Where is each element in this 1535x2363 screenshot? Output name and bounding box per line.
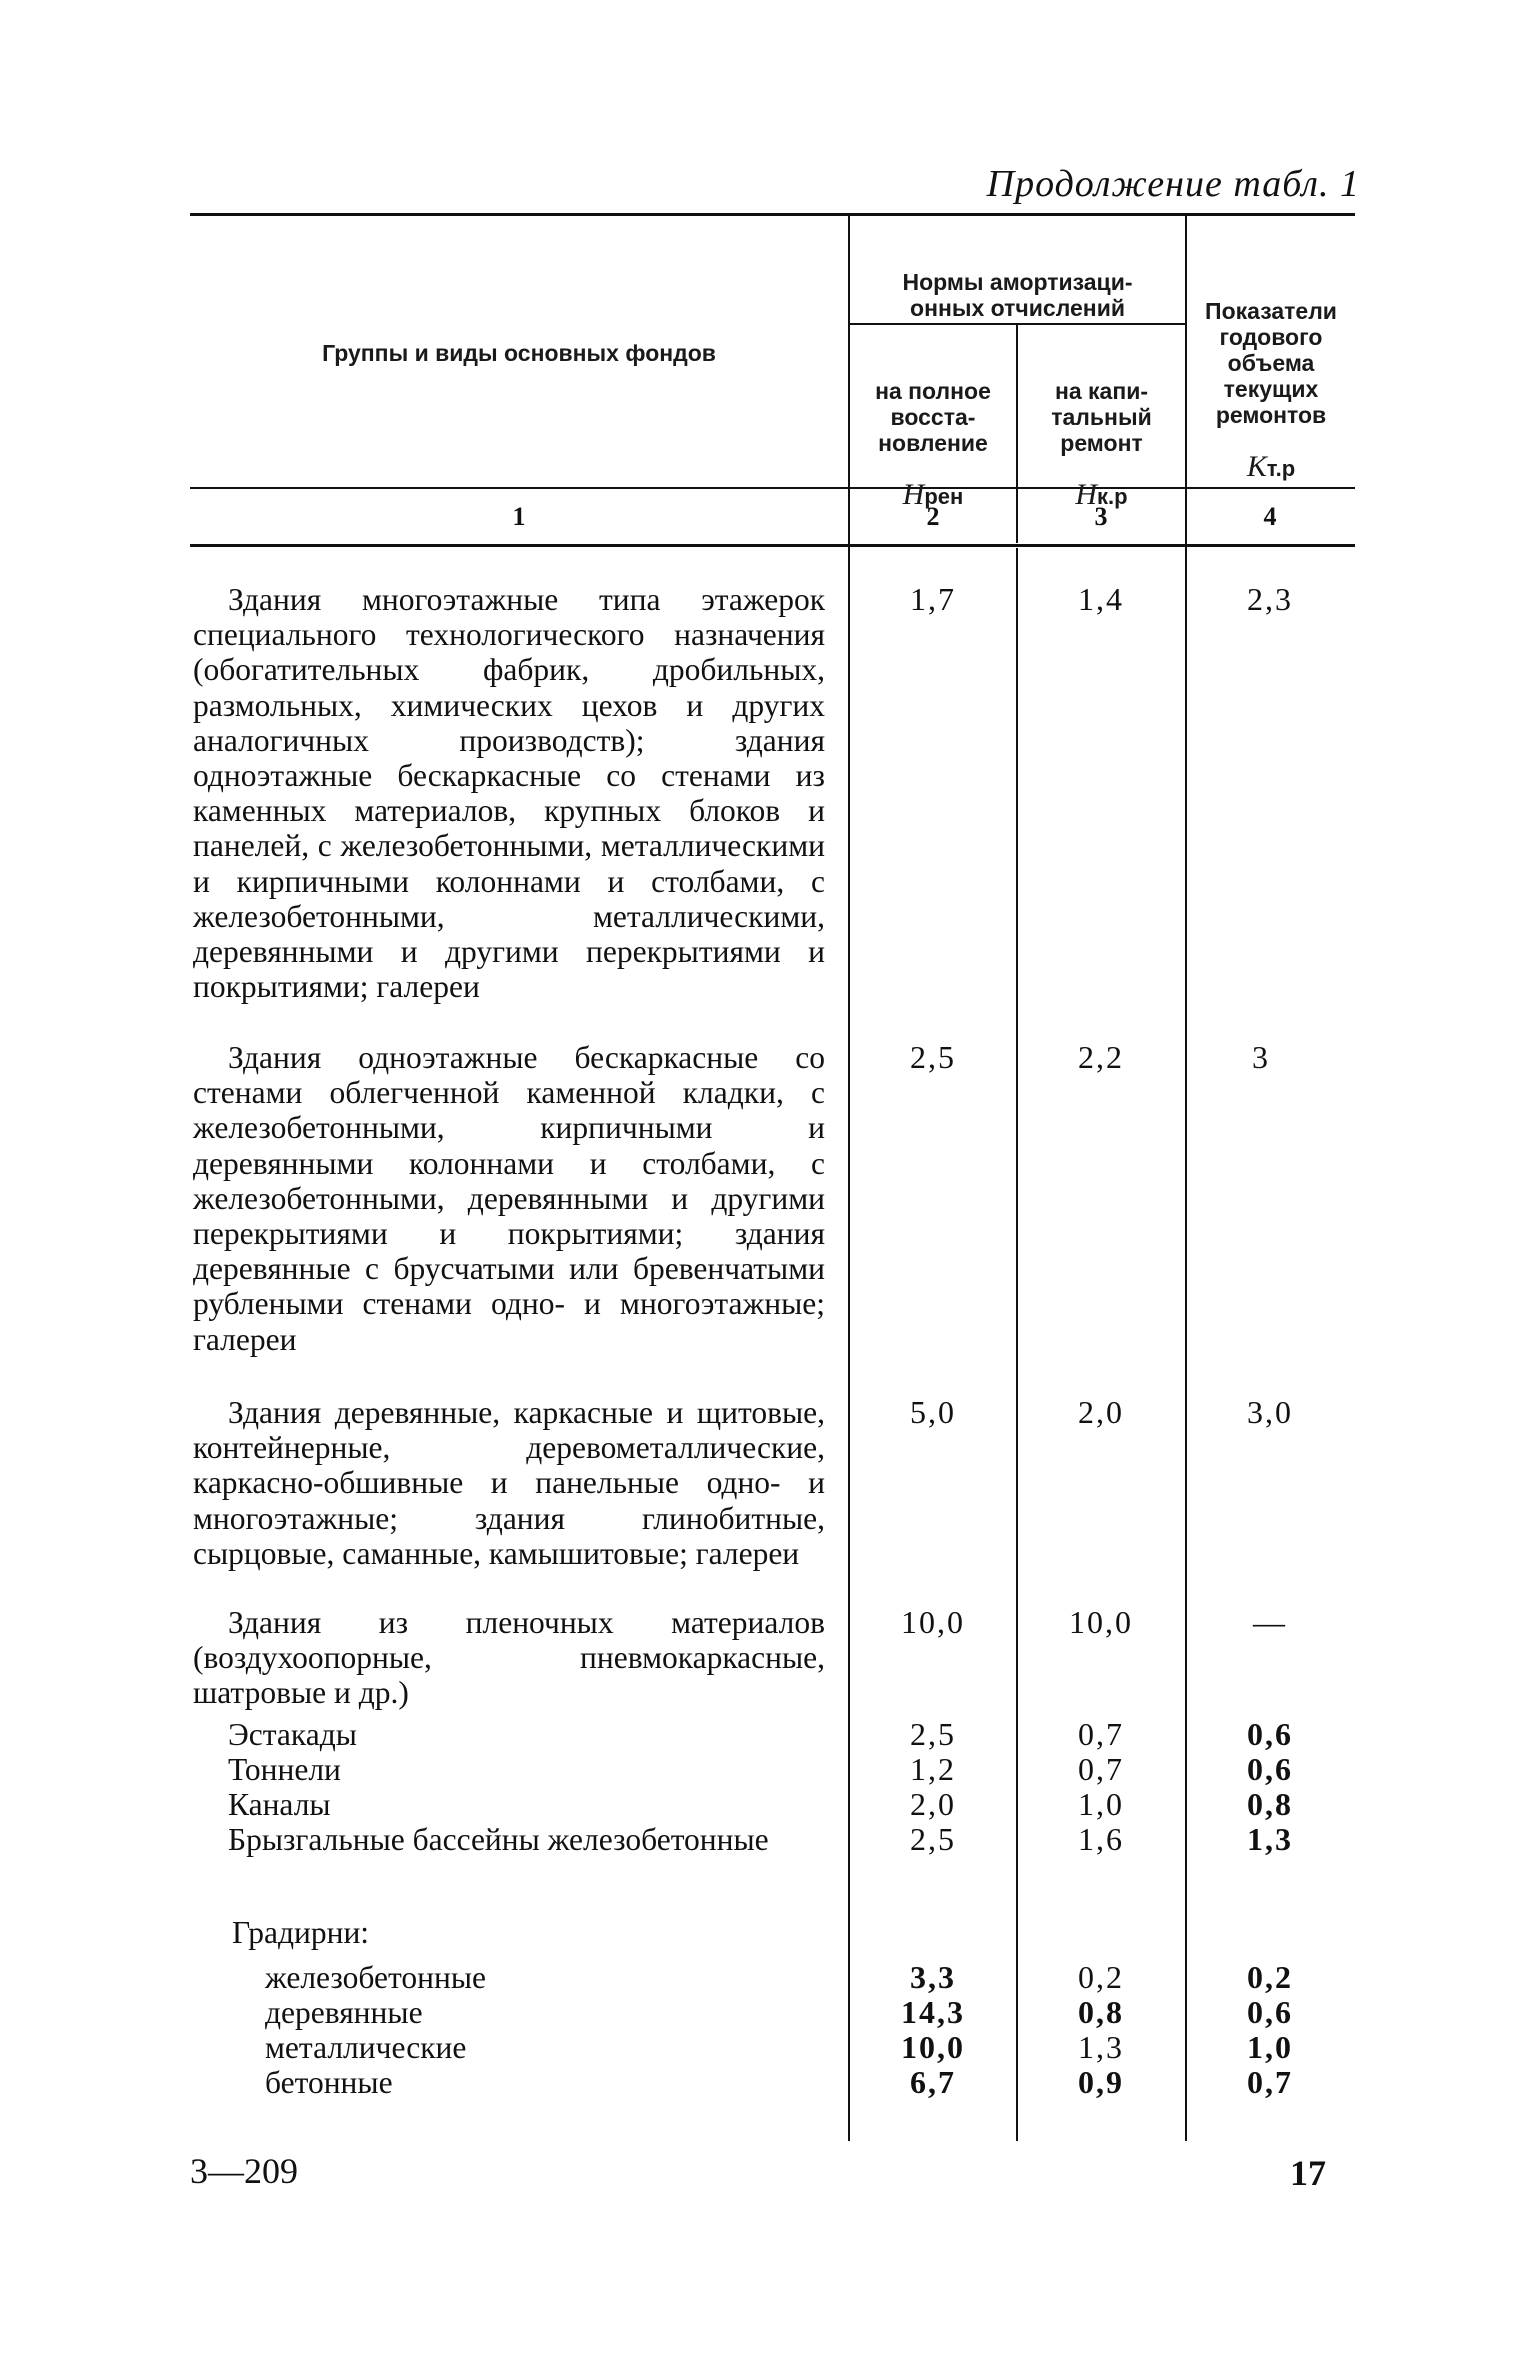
row-2-description: Здания одноэтажные бескаркасные со стенами облегченной каменной кладки, с железобетонными, кирпичными и деревянными колоннами и столбами, с железобетонными, деревянными и другими перекрытиями и покрытиями; здания деревянные с брусчатыми или бревенчатыми рублеными стенами одно- и многоэтажные; галереи: [193, 1040, 825, 1357]
row-8-h-kr: 1,6: [1078, 1821, 1124, 1857]
row-3-description: Здания деревянные, каркасные и щитовые, контейнерные, деревометаллические, каркасно-обшивные и панельные одно- и многоэтажные; здания глинобитные, сырцовые, саманные, камышитовые; галереи: [193, 1395, 825, 1571]
header-norms-text: Нормы амортизаци- онных отчислений: [902, 269, 1133, 321]
row-6-k-tr: 0,6: [1247, 1751, 1293, 1787]
header-col1-text: Группы и виды основных фондов: [322, 340, 716, 366]
header-col4-symbol: К: [1246, 450, 1267, 483]
row-5-description: Эстакады: [228, 1717, 357, 1752]
numbers-bottom-rule: [190, 544, 1355, 547]
col-divider-2-body: [1016, 548, 1018, 2141]
table-continuation-caption: Продолжение табл. 1: [986, 163, 1360, 205]
row-1-h-ren: 1,7: [910, 581, 956, 617]
gradirni-item-2-k-tr: 0,6: [1247, 1994, 1293, 2030]
table-row-8-desc: [193, 1822, 825, 1857]
gradirni-item-1: железобетонные: [265, 1960, 486, 1995]
gradirni-item-4-h-kr: 0,9: [1078, 2064, 1124, 2100]
gradirni-item-1-h-kr: 0,2: [1078, 1959, 1124, 1995]
table-row-1-desc: [193, 582, 825, 1004]
row-7-h-kr: 1,0: [1078, 1786, 1124, 1822]
gradirni-item-3: металлические: [265, 2030, 467, 2065]
row-7-k-tr: 0,8: [1247, 1786, 1293, 1822]
row-8-k-tr: 1,3: [1247, 1821, 1293, 1857]
gradirni-item-3-h-ren: 10,0: [901, 2029, 965, 2065]
row-4-h-kr: 10,0: [1069, 1604, 1133, 1640]
header-col2: [850, 352, 1016, 510]
column-number-1: 1: [512, 502, 526, 531]
row-7-description: Каналы: [228, 1787, 331, 1822]
header-norms-group: [850, 243, 1185, 321]
signature-mark: 3—209: [190, 2151, 298, 2191]
row-2-h-ren: 2,5: [910, 1039, 956, 1075]
row-1-h-kr: 1,4: [1078, 581, 1124, 617]
gradirni-item-2-h-ren: 14,3: [901, 1994, 965, 2030]
row-4-h-ren: 10,0: [901, 1604, 965, 1640]
row-5-h-ren: 2,5: [910, 1716, 956, 1752]
row-4-description: Здания из пленочных материалов (воздухоопорные, пневмокаркасные, шатровые и др.): [193, 1605, 825, 1711]
row-2-k-tr: 3: [1252, 1039, 1270, 1075]
row-4-k-tr: —: [1253, 1604, 1287, 1640]
top-rule: [190, 213, 1355, 216]
header-col3-symbol: Н: [1075, 478, 1098, 511]
header-col4-subscript: т.р: [1266, 456, 1296, 481]
row-5-k-tr: 0,6: [1247, 1716, 1293, 1752]
row-1-k-tr: 2,3: [1247, 581, 1293, 617]
row-3-h-ren: 5,0: [910, 1394, 956, 1430]
row-1-description: Здания многоэтажные типа этажерок специального технологического назначения (обогатительных фабрик, дробильных, размольных, химических цехов и других аналогичных производств); здания одноэтажные бескаркасные со стенами из каменных материалов, крупных блоков и панелей, с железобетонными, металлическими и кирпичными колоннами и столбами, с железобетонными, металлическими, деревянными и другими перекрытиями и покрытиями; галереи: [193, 582, 825, 1005]
row-2-h-kr: 2,2: [1078, 1039, 1124, 1075]
row-8-h-ren: 2,5: [910, 1821, 956, 1857]
gradirni-item-1-k-tr: 0,2: [1247, 1959, 1293, 1995]
header-col2-symbol: Н: [902, 478, 925, 511]
row-3-h-kr: 2,0: [1078, 1394, 1124, 1430]
column-number-4: 4: [1263, 502, 1277, 531]
header-col2-text: на полное восста- новление: [875, 378, 991, 456]
header-col3-subscript: к.р: [1097, 484, 1128, 509]
row-3-k-tr: 3,0: [1247, 1394, 1293, 1430]
table-row-3-desc: [193, 1395, 825, 1571]
page-number: 17: [1290, 2153, 1326, 2193]
gradirni-item-3-k-tr: 1,0: [1247, 2029, 1293, 2065]
row-5-h-kr: 0,7: [1078, 1716, 1124, 1752]
gradirni-item-4: бетонные: [265, 2065, 393, 2100]
row-8-description: Брызгальные бассейны железобетонные: [228, 1822, 769, 1857]
row-7-h-ren: 2,0: [910, 1786, 956, 1822]
header-col1: [190, 340, 848, 366]
header-col4: [1187, 272, 1355, 482]
header-col2-subscript: рен: [924, 484, 964, 509]
header-col4-text: Показатели годового объема текущих ремонтов: [1205, 298, 1337, 428]
header-col3-text: на капи- тальный ремонт: [1051, 378, 1152, 456]
gradirni-item-3-h-kr: 1,3: [1078, 2029, 1124, 2065]
row-6-h-ren: 1,2: [910, 1751, 956, 1787]
gradirni-item-2: деревянные: [265, 1995, 423, 2030]
gradirni-item-1-h-ren: 3,3: [910, 1959, 956, 1995]
gradirni-item-4-k-tr: 0,7: [1247, 2064, 1293, 2100]
gradirni-title: Градирни:: [232, 1915, 370, 1950]
col-divider-3: [1185, 216, 1187, 2141]
table-row-2-desc: [193, 1040, 825, 1357]
gradirni-item-2-h-kr: 0,8: [1078, 1994, 1124, 2030]
gradirni-item-4-h-ren: 6,7: [910, 2064, 956, 2100]
column-number-2: 2: [926, 502, 940, 531]
row-6-h-kr: 0,7: [1078, 1751, 1124, 1787]
column-number-3: 3: [1094, 502, 1108, 531]
table-row-4-desc: [193, 1605, 825, 1711]
header-col3: [1018, 352, 1185, 510]
row-6-description: Тоннели: [228, 1752, 341, 1787]
